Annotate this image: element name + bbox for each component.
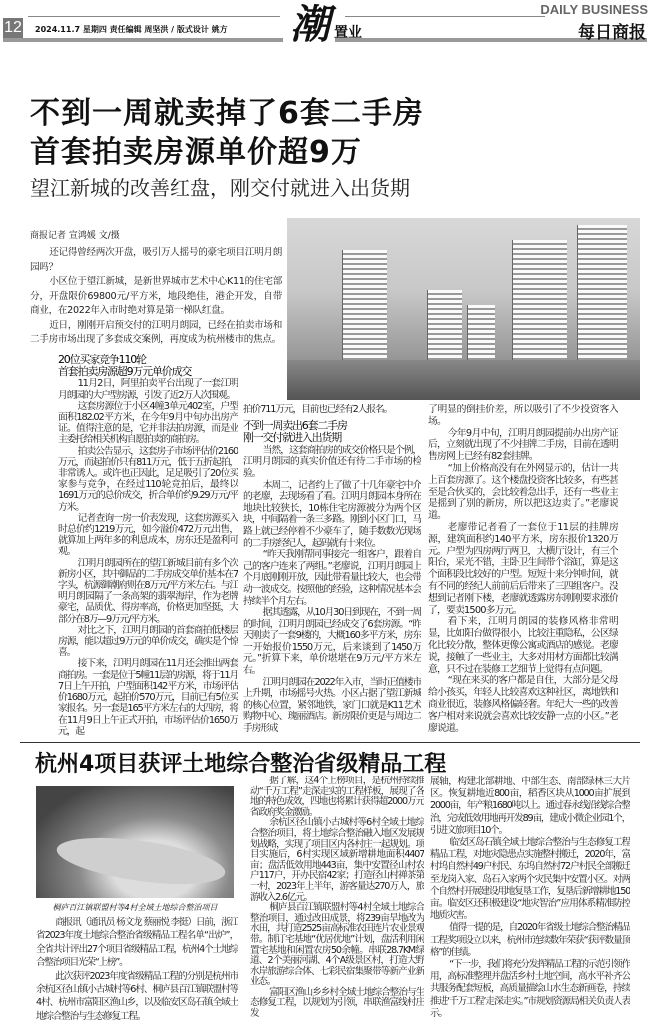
paragraph: 展轴，构建北部耕地、中部生态、南部绿林三大片区。恢复耕地近800亩，稻香区块从1000亩扩展到2000亩，年产粮1680吨以上。通过春永线沿线综合整治，完成低效用地再开发89亩，建成小微企业园1个，引进文旅项目10个。 <box>430 776 630 836</box>
article2-column-2 <box>250 776 424 1022</box>
intro-paragraph: 近日，刚刚开启预交付的江明月朗园，已经在拍卖市场和二手房市场出现了多套成交案例，再度成为杭州楼市的焦点。 <box>30 319 282 345</box>
paragraph: 当然，这套商拍房的成交价格只是个例，江明月朗园的真实价值还有待二手市场的检验。 <box>243 444 421 479</box>
paragraph: “昨天我刚帮同事接完一组客户，跟着自己的客户连来了两组。”老廖说，江明月朗园上个月底刚刚开放，因此带看量比较大，也会带动一波成交。按照他的经验，这种情况基本会持续半个月左右。 <box>243 549 421 607</box>
paragraph: 值得一提的是，自2020年省级土地综合整治精品工程奖项设立以来，杭州市连续数年荣获“获评数量顶格”的佳绩。 <box>430 922 630 958</box>
paragraph: 11月2日，阿里拍卖平台出现了一套江明月朗园的大户型房源，引发了近2万人次围观。 <box>58 378 238 401</box>
subheading: 刚一交付就进入出货期 <box>243 431 341 445</box>
paragraph: “现在来买的客户都是自住，大部分是父母给小孩买，年轻人比较喜欢这种社区，离地铁和商业很近，装修风格偏轻奢。年纪大一些的改善客户相对来说就会喜欢比较安静一点的小区。”老廖说道。 <box>428 675 618 734</box>
byline: 商报记者 宣鸿媛 文/摄 <box>30 231 120 241</box>
page-number: 12 <box>4 19 22 36</box>
paragraph: 据其透露，从10月30日到现在，不到一周的时间，江明月朗园已经成交了6套房源。“昨天刚卖了一套9楼的，大概160多平方米，房东一开始报价1550万元，后来谈到了1450万元。”折算下来，单价堪堪在9万元/平方米左右。 <box>243 607 421 677</box>
section-divider <box>20 742 640 743</box>
section-logo: 潮 <box>290 1 330 48</box>
paragraph: 了明显的倒挂价差，所以吸引了不少投资客入场。 <box>428 404 618 427</box>
paragraph: 拍价711万元，目前也已经有2人报名。 <box>243 404 393 415</box>
paragraph: 老廖带记者看了一套位于11层的挂牌房源，建筑面积约140平方米，房东报价1320万元。户型为四房两厅两卫，大横厅设计，有三个阳台，采光不错，主卧卫生间带个浴缸，算是这个面积段比较好的户型。短短十来分钟时间，就有不同的经纪人前前后后带来了三四组客户。没想到记者刚下楼，老廖就透露房东刚刚要求涨价了，要卖1500多万元。 <box>428 521 618 616</box>
intro-paragraph: 还记得曾经两次开盘，吸引万人摇号的豪宅项目江明月朗园吗？ <box>30 247 282 273</box>
paragraph: 看下来，江明月朗园的装修风格非常明显，比如阳台做得很小，比较注重隐私，公区绿化比较分散，整体更像公寓或酒店的感觉。老廖说，接触了一些业主，大多对用材方面都比较满意，只不过在装修工艺细节上觉得有点问题。 <box>428 616 618 675</box>
section-name: 置业 <box>334 25 362 41</box>
brand-english: DAILY BUSINESS <box>540 2 648 17</box>
article2-column-3 <box>430 776 630 1022</box>
paragraph: 江明月朗园在2022年入市，当时正值楼市上升期，市场摇号火热。小区占据了望江新城的核心位置，紧邻地铁，家门口就是K11艺术购物中心、瑰丽酒店。新房限价更是与周边二手房形成 <box>243 676 421 735</box>
paragraph: 江明月朗园所在的望江新城目前有多个次新房小区，其中御品的二手房成交单价基本在7字头，杭源御潮府则在8万元/平方米左右。与江明月朗园隔了一条高架的翡翠海岸，作为老牌豪宅，品质优、得房率高，价格更加坚挺，大部分在8万—9万元/平方米。 <box>58 557 238 625</box>
paragraph: 接下来，江明月朗园在11月还会推出两套商拍房。一套是位于5幢11层的房源，将于11月7日上午开拍，户型面积142平方米，市场评估价1680万元，起拍价570万元，目前已有5位买家报名。另一套是165平方米左右的大四房，将在11月9日上午正式开拍，市场评估价1650万元，起 <box>58 658 238 737</box>
paragraph: 今年9月中旬，江明月朗园提前办出房产证后，立刻就出现了不少挂牌二手房，目前在透明售房网上已经有82套挂牌。 <box>428 427 618 463</box>
farmland-aerial-photo <box>36 786 234 898</box>
header-rule <box>28 16 280 17</box>
subheading: 不到一周卖出6套二手房 <box>243 418 347 432</box>
paragraph: 富阳区渔山乡乡村全域土地综合整治与生态修复工程，以规划为引领，串联渔富线村庄发 <box>250 986 424 1020</box>
paragraph: “加上价格高没有在外网显示的，估计一共上百套房源了。这个楼盘投资客比较多，有些甚至是合伙买的，会比较着急出手，还有一些业主是摇到了别的新房，所以把这边卖了。”老廖说道。 <box>428 462 618 522</box>
brand-name: 每日商报 <box>578 23 646 43</box>
header-rule <box>345 16 545 17</box>
paragraph: 记者查询一房一价表发现，这套房源买入时总价约1219万元，如今溢价472万元出售，就算加上两年多的利息成本，房东还是盈利可观。 <box>58 512 238 558</box>
residential-towers-photo <box>287 218 640 400</box>
paragraph: 对比之下，江明月朗园的首套商拍低楼层房源，能以超过9万元的单价成交，确实是个惊喜。 <box>58 624 238 659</box>
paragraph: 拍卖公告显示，这套房子市场评估价2160万元，而起拍价只有811万元，低于五折起拍，非常诱人。或许也正因此，足足吸引了20位买家参与竞争，在经过110轮竞拍后，最终以1691万元的总价成交，折合单价约9.29万元/平方米。 <box>58 445 238 513</box>
article1-column-2 <box>243 404 421 738</box>
headline-1: 不到一周就卖掉了6套二手房 <box>30 96 424 131</box>
paragraph: 临安区岛石镇全域土地综合整治与生态修复工程精品工程，对地灾隐患点实施整村搬迁，2020年，富村坞自然村49户村民、东坞自然村72户村民全部搬迁至龙岗入家、岛石入家两个灾民集中安置小区。对两个自然村开展建设用地复垦工作，复垦后新增耕地150亩。临安区还积极建设“地灾智治”应用体系精准防控地质灾害。 <box>430 837 630 922</box>
article2-column-1 <box>36 916 238 1022</box>
paragraph: 这套房源位于小区4幢3单元402室，户型面积182.02平方米，在今年9月中旬办出房产证。值得注意的是，它并非法拍房源，而是业主委托给相关机构自愿拍卖的商拍房。 <box>58 400 238 446</box>
photo-caption: 桐庐百江镇联盟村等4村全域土地综合整治项目 <box>52 903 218 912</box>
paragraph: 据了解，这4个上榜项目，是杭州持续推动“千万工程”走深走实的工程样板，展现了各地的特色成效，四地也将累计获得超2000万元省政府奖金激励。 <box>250 776 424 818</box>
subheading: 首套拍卖房源超9万元单价成交 <box>58 365 192 379</box>
paragraph: 余杭区径山镇小古城村等6村全域土地综合整治项目，将土地综合整治融入地区发展规划战略，实现了项目区内各村庄一起规划。项目实施后，6村实现区域新增耕地面积4407亩；盘活低效用地443亩，集中安置径山村农户117户，开办民宿42家；打造径山村禅茶第一村，2023年上半年，游客量达270万人，旅游收入2.6亿元。 <box>250 817 424 903</box>
paragraph: 本周二，记者约上了做了十几年豪宅中介的老廖，去现场看了看。江明月朗园本身所在地块比较狭长，10栋住宅房源被分为两个区块，中间隔着一条三多路。刚到小区门口，马路上就已经停着不少豪车了，随手数数光现场的二手房经纪人，起码就有十来位。 <box>243 479 421 549</box>
headline-2: 首套拍卖房源单价超9万 <box>30 135 362 170</box>
paragraph: 商报讯（通讯员 杨文龙 蔡丽悦 李挺）日前，浙江省2023年度土地综合整治省级精品工程名单“出炉”，全省共计评出27个项目省级精品工程，杭州4个土地综合整治项目光荣“上榜”。 <box>36 917 238 969</box>
intro-paragraph: 小区位于望江新城，是新世界城市艺术中心K11的住宅部分，开盘限价69800元/平方米，地段绝佳，港企开发，自带商业，在2022年入市时绝对算是第一梯队红盘。 <box>30 276 282 316</box>
subtitle: 望江新城的改善红盘，刚交付就进入出货期 <box>30 176 410 200</box>
dateline: 2024.11.7 星期四 责任编辑 周坚洪 / 版式设计 姚方 <box>35 25 228 34</box>
header-bar <box>3 38 283 42</box>
article1-column-1 <box>58 354 238 738</box>
paragraph: 此次获评2023年度省级精品工程的分别是杭州市余杭区径山镇小古城村等6村、桐庐县百江镇联盟村等4村、杭州市富阳区渔山乡，以及临安区岛石镇全域土地综合整治与生态修复工程。 <box>36 970 238 1022</box>
intro <box>30 246 282 350</box>
paragraph: “下一步，我们将充分发挥精品工程的示范引领作用，高标准整理并盘活乡村土地空间，高水平补齐公共服务配套短板，高质量描绘山水生态新画卷，持续推进‘千万工程’走深走实。”市规划资源局相关负责人表示。 <box>430 959 630 1019</box>
headline-article-2: 杭州4项目获评土地综合整治省级精品工程 <box>35 752 447 777</box>
article1-column-3 <box>428 404 618 738</box>
subheading: 20位买家竞争110轮 <box>58 354 146 366</box>
paragraph: 桐庐县百江镇联盟村等4村全域土地综合整治项目，通过改田成景，将239亩旱地改为水田，共打造2525亩高标准农田连片农业景观带。制订宅基地“优居优地”计划，盘活利用闲置宅基地和闲置农房50余幢。串联28.7KM绿道、2个美丽河湖、4个A级景区村，打造大野水岸旅游综合体、七彩民宿集聚带等新产业新业态。 <box>250 902 424 988</box>
